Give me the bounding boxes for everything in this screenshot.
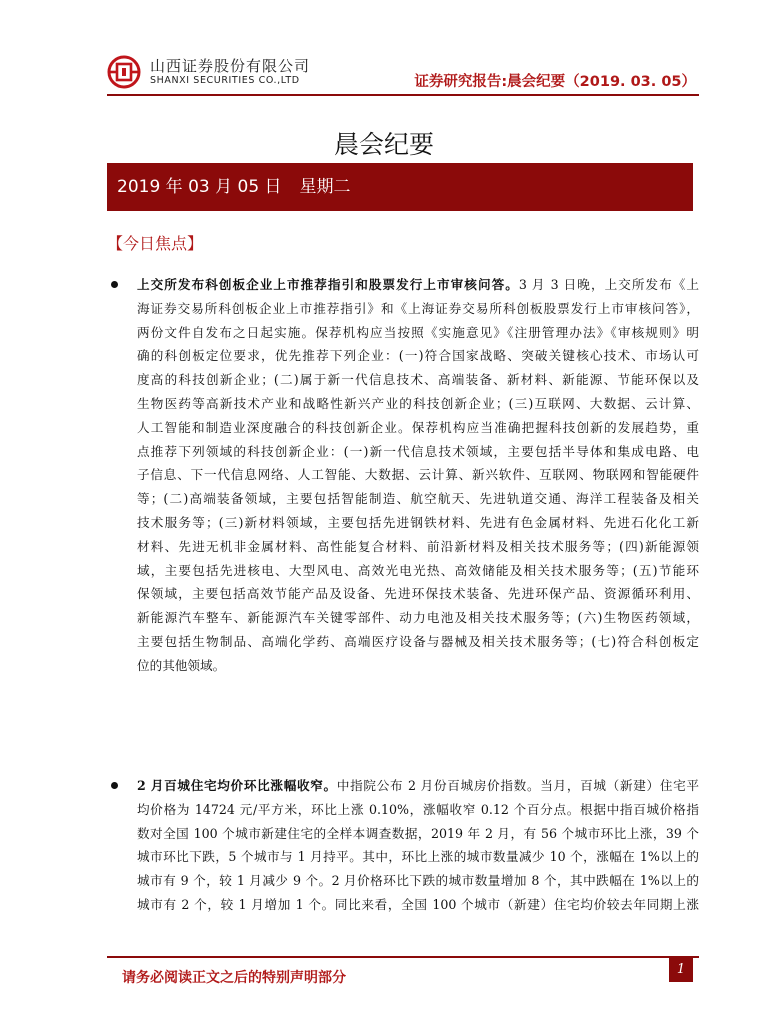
news-item-line: 位的其他领域。 [137,657,226,673]
date-banner [107,163,693,211]
news-item-line: 人工智能和制造业深度融合的科技创新企业。保荐机构应当准确把握科技创新的发展趋势，重 [137,419,699,435]
bullet-icon [111,281,118,288]
news-item-line: 子信息、下一代信息网络、人工智能、大数据、云计算、新兴软件、互联网、物联网和智能硬件 [137,467,699,483]
news-item-line: 3 月 3 日晚，上交所发布《上 [518,277,699,292]
news-item-line: 技术服务等；(三)新材料领域，主要包括先进钢铁材料、先进有色金属材料、先进石化化工新 [137,514,699,530]
section-heading: 【今日焦点】 [107,234,204,253]
disclaimer-notice: 请务必阅读正文之后的特别声明部分 [122,970,346,986]
news-item-line: 均价格为 14724 元/平方米，环比上涨 0.10%，涨幅收窄 0.12 个百分点。根据中指百城价格指 [137,801,699,817]
page-number: 1 [669,957,693,982]
news-item-line: 城市有 9 个，较 1 月减少 9 个。2 月价格环比下跌的城市数量增加 8 个，其中跌幅在 1%以上的 [137,873,699,889]
news-item-line: 数对全国 100 个城市新建住宅的全样本调查数据，2019 年 2 月，有 56 个城市环比上涨，39 个 [137,825,699,841]
news-item-headline: 上交所发布科创板企业上市推荐指引和股票发行上市审核问答。 [137,277,519,292]
shanxi-securities-logo-icon [107,55,141,89]
news-item-line: 新能源汽车整车、新能源汽车关键零部件、动力电池及相关技术服务等；(六)生物医药领域， [137,610,699,626]
news-item-line: 等；(二)高端装备领域，主要包括智能制造、航空航天、先进轨道交通、海洋工程装备及相关 [137,491,699,507]
news-item-line: 海证券交易所科创板企业上市推荐指引》和《上海证券交易所科创板股票发行上市审核问答》， [137,300,699,316]
company-name-en: SHANXI SECURITIES CO.,LTD [150,75,300,86]
news-item [137,273,699,678]
news-item-line: 点推荐下列领域的科技创新企业：(一)新一代信息技术领域，主要包括半导体和集成电路、电 [137,443,699,459]
bullet-icon [111,782,118,789]
page-title: 晨会纪要 [333,130,434,159]
news-item-line: 保领域，主要包括高效节能产品及设备、先进环保技术装备、先进环保产品、资源循环利用、 [137,586,699,602]
news-item-line: 确的科创板定位要求，优先推荐下列企业：(一)符合国家战略、突破关键核心技术、市场认可 [137,348,699,364]
news-item-line: 中指院公布 2 月份百城房价指数。当月，百城（新建）住宅平 [336,778,699,793]
company-name-cn: 山西证券股份有限公司 [150,57,311,75]
news-item-line: 生物医药等高新技术产业和战略性新兴产业的科技创新企业；(三)互联网、大数据、云计算、 [137,395,699,411]
news-item [137,774,699,917]
news-item-line: 两份文件自发布之日起实施。保荐机构应当按照《实施意见》《注册管理办法》《审核规则》明 [137,324,699,340]
news-item-line: 域，主要包括先进核电、大型风电、高效光电光热、高效储能及相关技术服务等；(五)节能环 [137,562,699,578]
header-divider [107,94,699,96]
news-item-line: 材料、先进无机非金属材料、高性能复合材料、前沿新材料及相关技术服务等；(四)新能源领 [137,538,699,554]
news-item-headline: 2 月百城住宅均价环比涨幅收窄。 [137,778,337,793]
footer-divider [107,956,699,958]
report-weekday: 星期二 [299,177,351,197]
report-date: 2019 年 03 月 05 日 [117,177,282,197]
report-title: 证券研究报告:晨会纪要（2019. 03. 05） [414,74,696,90]
news-item-line: 度高的科技创新企业；(二)属于新一代信息技术、高端装备、新材料、新能源、节能环保以及 [137,372,699,388]
news-item-line: 城市有 2 个，较 1 月增加 1 个。同比来看，全国 100 个城市（新建）住宅均价较去年同期上涨 [137,896,699,912]
news-item-line: 城市环比下跌，5 个城市与 1 月持平。其中，环比上涨的城市数量减少 10 个，涨幅在 1%以上的 [137,849,699,865]
news-item-line: 主要包括生物制品、高端化学药、高端医疗设备与器械及相关技术服务等；(七)符合科创板定 [137,633,699,649]
